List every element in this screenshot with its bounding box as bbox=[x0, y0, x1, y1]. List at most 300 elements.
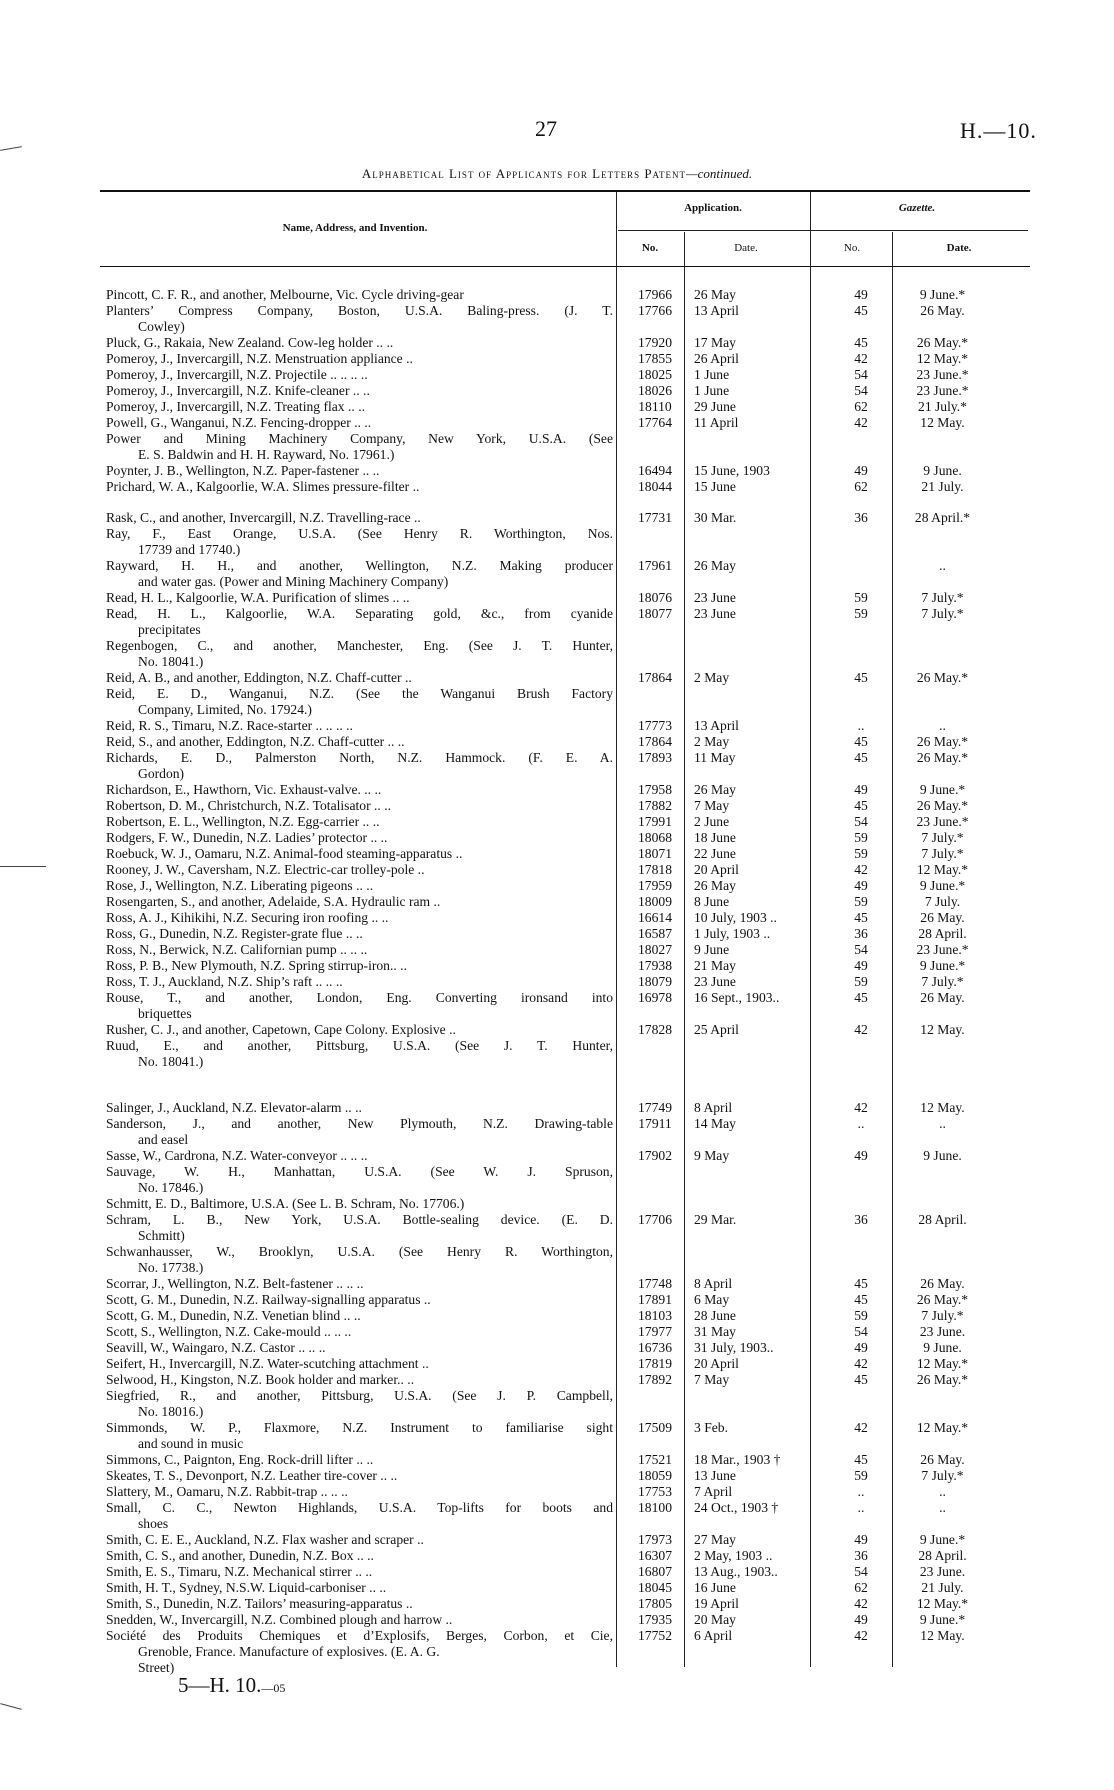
application-date: 10 July, 1903 .. bbox=[694, 910, 777, 925]
entry-name bbox=[106, 894, 613, 910]
entry-name-line: Read, H. L., Kalgoorlie, W.A. Purification of slimes .. .. bbox=[106, 590, 410, 605]
table-row bbox=[0, 686, 1114, 718]
application-number: 17805 bbox=[638, 1596, 672, 1611]
entry-name-line: Pomeroy, J., Invercargill, N.Z. Knife-cleaner .. .. bbox=[106, 383, 370, 398]
entry-name-continuation: No. 17738.) bbox=[138, 1260, 204, 1275]
table-row bbox=[0, 1468, 1114, 1484]
table-row bbox=[0, 782, 1114, 798]
entry-name bbox=[106, 1116, 613, 1148]
entry-name bbox=[106, 718, 613, 734]
entry-name-continuation: No. 18041.) bbox=[138, 654, 204, 669]
application-number: 18076 bbox=[638, 590, 672, 605]
application-date: 18 June bbox=[694, 830, 736, 845]
entry-name-line: Simmonds, W. P., Flaxmore, N.Z. Instrument to familiarise sight bbox=[106, 1420, 613, 1435]
gazette-date: 9 June.* bbox=[919, 287, 966, 302]
application-number: 17891 bbox=[638, 1292, 672, 1307]
table-row bbox=[0, 814, 1114, 830]
entry-name bbox=[106, 910, 613, 926]
gazette-date: 28 April. bbox=[918, 1548, 967, 1563]
application-date: 13 April bbox=[694, 303, 739, 318]
gazette-number: 45 bbox=[854, 1452, 868, 1467]
entry-name bbox=[106, 1196, 613, 1212]
gazette-number: 45 bbox=[854, 734, 868, 749]
table-row bbox=[0, 1388, 1114, 1420]
table-row bbox=[0, 383, 1114, 399]
gazette-date: 23 June.* bbox=[916, 367, 969, 382]
document-reference: H.—10. bbox=[960, 118, 1037, 143]
entry-name-line: Prichard, W. A., Kalgoorlie, W.A. Slimes pressure-filter .. bbox=[106, 479, 420, 494]
gazette-date: 12 May.* bbox=[916, 1596, 969, 1611]
gazette-date: 26 May. bbox=[920, 990, 965, 1005]
table-row bbox=[0, 1340, 1114, 1356]
application-date: 26 May bbox=[694, 782, 736, 797]
gazette-number: 59 bbox=[854, 830, 868, 845]
table-row bbox=[0, 590, 1114, 606]
gazette-date: 7 July. bbox=[924, 894, 961, 909]
entry-name-continuation: No. 17846.) bbox=[138, 1180, 204, 1195]
entry-name-line: Poynter, J. B., Wellington, N.Z. Paper-fastener .. .. bbox=[106, 463, 380, 478]
entry-name-line: Société des Produits Chemiques et d’Explosifs, Berges, Corbon, et Cie, bbox=[106, 1628, 613, 1643]
gazette-date: 12 May.* bbox=[916, 1356, 969, 1371]
table-row bbox=[0, 415, 1114, 431]
application-number: 17748 bbox=[638, 1276, 672, 1291]
entry-name bbox=[106, 526, 613, 558]
gazette-date: 23 June.* bbox=[916, 814, 969, 829]
gazette-date: 26 May.* bbox=[916, 670, 969, 685]
gazette-number: 49 bbox=[854, 1148, 868, 1163]
entry-name bbox=[106, 431, 613, 463]
application-number: 17828 bbox=[638, 1022, 672, 1037]
application-number: 17959 bbox=[638, 878, 672, 893]
entry-name bbox=[106, 1372, 613, 1388]
application-number: 17819 bbox=[638, 1356, 672, 1371]
entry-name-line: Skeates, T. S., Devonport, N.Z. Leather tire-cover .. .. bbox=[106, 1468, 398, 1483]
application-date: 9 June bbox=[694, 942, 730, 957]
application-date: 1 June bbox=[694, 367, 730, 382]
table-row bbox=[0, 335, 1114, 351]
gazette-number: 36 bbox=[854, 510, 868, 525]
table-row bbox=[0, 750, 1114, 782]
table-row bbox=[0, 367, 1114, 383]
entry-name bbox=[106, 750, 613, 782]
entry-name-line: Ray, F., East Orange, U.S.A. (See Henry R. Worthington, Nos. bbox=[106, 526, 613, 541]
entry-name bbox=[106, 590, 613, 606]
gazette-number: 49 bbox=[854, 782, 868, 797]
column-header-application-no: No. bbox=[641, 242, 659, 254]
application-number: 16307 bbox=[638, 1548, 672, 1563]
application-number: 16736 bbox=[638, 1340, 672, 1355]
entry-name-continuation: Grenoble, France. Manufacture of explosives. (E. A. G. bbox=[138, 1644, 440, 1659]
entry-name bbox=[106, 1612, 613, 1628]
gazette-date: 26 May. bbox=[920, 910, 965, 925]
gazette-number: 59 bbox=[854, 590, 868, 605]
entry-name-line: Power and Mining Machinery Company, New York, U.S.A. (See bbox=[106, 431, 613, 446]
table-row bbox=[0, 431, 1114, 463]
gazette-date: 12 May.* bbox=[916, 1420, 969, 1435]
entry-name bbox=[106, 1324, 613, 1340]
entry-name-continuation: shoes bbox=[138, 1516, 169, 1531]
entry-name-line: Simmons, C., Paignton, Eng. Rock-drill lifter .. .. bbox=[106, 1452, 374, 1467]
table-row bbox=[0, 479, 1114, 495]
entry-name bbox=[106, 383, 613, 399]
entry-name-line: Snedden, W., Invercargill, N.Z. Combined plough and harrow .. bbox=[106, 1612, 453, 1627]
entry-name bbox=[106, 1484, 613, 1500]
gazette-date: .. bbox=[939, 1116, 946, 1131]
entry-name-line: Rose, J., Wellington, N.Z. Liberating pigeons .. .. bbox=[106, 878, 374, 893]
gazette-date: 26 May.* bbox=[916, 798, 969, 813]
table-row bbox=[0, 1292, 1114, 1308]
table-row bbox=[0, 510, 1114, 526]
entry-name-line: Reid, A. B., and another, Eddington, N.Z. Chaff-cutter .. bbox=[106, 670, 412, 685]
table-row bbox=[0, 1100, 1114, 1116]
gazette-date: 12 May. bbox=[920, 415, 965, 430]
entry-name-line: Smith, C. S., and another, Dunedin, N.Z. Box .. .. bbox=[106, 1548, 374, 1563]
application-date: 13 Aug., 1903.. bbox=[694, 1564, 778, 1579]
entry-name-line: Robertson, D. M., Christchurch, N.Z. Totalisator .. .. bbox=[106, 798, 391, 813]
gazette-number: .. bbox=[857, 1500, 865, 1515]
entry-name-line: Ross, N., Berwick, N.Z. Californian pump .. .. .. bbox=[106, 942, 368, 957]
gazette-date: 26 May.* bbox=[916, 750, 969, 765]
gazette-number: 49 bbox=[854, 878, 868, 893]
application-date: 7 May bbox=[694, 1372, 730, 1387]
entry-name bbox=[106, 1164, 613, 1196]
entry-name bbox=[106, 798, 613, 814]
entry-name bbox=[106, 303, 613, 335]
application-number: 17935 bbox=[638, 1612, 672, 1627]
entry-name-line: Smith, C. E. E., Auckland, N.Z. Flax washer and scraper .. bbox=[106, 1532, 424, 1547]
column-header-gazette-date: Date. bbox=[946, 242, 972, 254]
title-main: Alphabetical List of Applicants for Letters Patent bbox=[361, 166, 687, 181]
entry-name-line: Regenbogen, C., and another, Manchester, Eng. (See J. T. Hunter, bbox=[106, 638, 613, 653]
entry-name bbox=[106, 974, 613, 990]
entry-name-line: Seavill, W., Waingaro, N.Z. Castor .. .. .. bbox=[106, 1340, 326, 1355]
application-date: 1 July, 1903 .. bbox=[694, 926, 771, 941]
entry-name-line: Rusher, C. J., and another, Capetown, Cape Colony. Explosive .. bbox=[106, 1022, 456, 1037]
entry-name-line: Roebuck, W. J., Oamaru, N.Z. Animal-food steaming-apparatus .. bbox=[106, 846, 463, 861]
application-date: 7 April bbox=[694, 1484, 733, 1499]
gazette-date: 9 June.* bbox=[919, 782, 966, 797]
table-row bbox=[0, 1452, 1114, 1468]
application-number: 17749 bbox=[638, 1100, 672, 1115]
gazette-number: 59 bbox=[854, 974, 868, 989]
application-date: 14 May bbox=[694, 1116, 736, 1131]
gazette-date: 26 May.* bbox=[916, 1292, 969, 1307]
table-row bbox=[0, 526, 1114, 558]
entry-name-line: Robertson, E. L., Wellington, N.Z. Egg-carrier .. .. bbox=[106, 814, 380, 829]
entry-name-line: Pincott, C. F. R., and another, Melbourne, Vic. Cycle driving-gear bbox=[106, 287, 464, 302]
entry-name bbox=[106, 510, 613, 526]
gazette-date: 26 May. bbox=[920, 1276, 965, 1291]
entry-name-line: Scott, G. M., Dunedin, N.Z. Venetian blind .. .. bbox=[106, 1308, 361, 1323]
entry-name-continuation: E. S. Baldwin and H. H. Rayward, No. 17961.) bbox=[138, 447, 395, 462]
entry-name-line: Richardson, E., Hawthorn, Vic. Exhaust-valve. .. .. bbox=[106, 782, 382, 797]
table-row bbox=[0, 1532, 1114, 1548]
entry-name bbox=[106, 479, 613, 495]
column-header-application: Application. bbox=[684, 202, 742, 214]
entry-name bbox=[106, 1468, 613, 1484]
entry-name bbox=[106, 1564, 613, 1580]
table-row bbox=[0, 830, 1114, 846]
column-header-gazette: Gazette. bbox=[898, 202, 936, 214]
entry-name-continuation: No. 18016.) bbox=[138, 1404, 204, 1419]
application-date: 26 May bbox=[694, 878, 736, 893]
table-row bbox=[0, 734, 1114, 750]
entry-name-line: Small, C. C., Newton Highlands, U.S.A. Top-lifts for boots and bbox=[106, 1500, 613, 1515]
entry-name-continuation: and easel bbox=[138, 1132, 189, 1147]
application-number: 18077 bbox=[638, 606, 672, 621]
application-date: 13 April bbox=[694, 718, 739, 733]
application-number: 17766 bbox=[638, 303, 672, 318]
application-date: 3 Feb. bbox=[694, 1420, 728, 1435]
entry-name-line: Seifert, H., Invercargill, N.Z. Water-scutching attachment .. bbox=[106, 1356, 429, 1371]
application-date: 31 May bbox=[694, 1324, 736, 1339]
gazette-date: 21 July. bbox=[921, 479, 964, 494]
gazette-date: 21 July. bbox=[921, 1580, 964, 1595]
entry-name-line: Rayward, H. H., and another, Wellington, N.Z. Making producer bbox=[106, 558, 613, 573]
entry-name bbox=[106, 1212, 613, 1244]
table-row bbox=[0, 974, 1114, 990]
table-row bbox=[0, 638, 1114, 670]
gazette-number: 45 bbox=[854, 303, 868, 318]
application-date: 15 June, 1903 bbox=[694, 463, 770, 478]
entry-name-line: Pomeroy, J., Invercargill, N.Z. Treating flax .. .. bbox=[106, 399, 365, 414]
gazette-date: 7 July.* bbox=[921, 830, 964, 845]
table-row bbox=[0, 926, 1114, 942]
gazette-date: 7 July.* bbox=[921, 590, 964, 605]
application-number: 17991 bbox=[638, 814, 672, 829]
entry-name-line: Slattery, M., Oamaru, N.Z. Rabbit-trap .. .. .. bbox=[106, 1484, 348, 1499]
entry-name-continuation: and water gas. (Power and Mining Machinery Company) bbox=[138, 574, 449, 589]
application-date: 29 Mar. bbox=[694, 1212, 737, 1227]
table-row bbox=[0, 558, 1114, 590]
entry-name-line: Salinger, J., Auckland, N.Z. Elevator-alarm .. .. bbox=[106, 1100, 362, 1115]
table-row bbox=[0, 1022, 1114, 1038]
application-number: 17938 bbox=[638, 958, 672, 973]
application-date: 11 May bbox=[694, 750, 736, 765]
application-number: 18100 bbox=[638, 1500, 672, 1515]
table-row bbox=[0, 287, 1114, 303]
application-number: 17818 bbox=[638, 862, 672, 877]
gazette-date: .. bbox=[939, 1500, 946, 1515]
gazette-number: 49 bbox=[854, 1532, 868, 1547]
entry-name-continuation: briquettes bbox=[138, 1006, 192, 1021]
application-number: 17966 bbox=[638, 287, 672, 302]
gazette-date: 12 May.* bbox=[916, 351, 969, 366]
entry-name bbox=[106, 830, 613, 846]
application-number: 16807 bbox=[638, 1564, 672, 1579]
entry-name-line: Smith, S., Dunedin, N.Z. Tailors’ measuring-apparatus .. bbox=[106, 1596, 413, 1611]
gazette-date: 9 June.* bbox=[919, 958, 966, 973]
table-row bbox=[0, 1420, 1114, 1452]
table-row bbox=[0, 1164, 1114, 1196]
table-row bbox=[0, 958, 1114, 974]
gazette-number: 42 bbox=[854, 1420, 868, 1435]
entry-name bbox=[106, 670, 613, 686]
entry-name-continuation: precipitates bbox=[138, 622, 201, 637]
gazette-date: 26 May. bbox=[920, 303, 965, 318]
entry-name bbox=[106, 351, 613, 367]
application-number: 18059 bbox=[638, 1468, 672, 1483]
gazette-number: 45 bbox=[854, 670, 868, 685]
entry-name bbox=[106, 1038, 613, 1070]
column-header-gazette-no: No. bbox=[843, 242, 861, 254]
gazette-number: 42 bbox=[854, 1356, 868, 1371]
application-number: 17893 bbox=[638, 750, 672, 765]
entry-name bbox=[106, 1628, 613, 1676]
table-row bbox=[0, 1244, 1114, 1276]
table-row bbox=[0, 1548, 1114, 1564]
gazette-number: 42 bbox=[854, 415, 868, 430]
entry-name-line: Rask, C., and another, Invercargill, N.Z. Travelling-race .. bbox=[106, 510, 421, 525]
application-date: 2 May, 1903 .. bbox=[694, 1548, 773, 1563]
application-date: 1 June bbox=[694, 383, 730, 398]
application-number: 17773 bbox=[638, 718, 672, 733]
application-date: 2 June bbox=[694, 814, 730, 829]
application-number: 16614 bbox=[638, 910, 672, 925]
entry-name-line: Scorrar, J., Wellington, N.Z. Belt-fastener .. .. .. bbox=[106, 1276, 364, 1291]
gazette-number: 42 bbox=[854, 1100, 868, 1115]
table-row bbox=[0, 878, 1114, 894]
entry-name-line: Smith, H. T., Sydney, N.S.W. Liquid-carboniser .. .. bbox=[106, 1580, 387, 1595]
entry-name bbox=[106, 1500, 613, 1532]
subheader-rule bbox=[618, 230, 1028, 231]
gazette-number: 59 bbox=[854, 1468, 868, 1483]
application-number: 18044 bbox=[638, 479, 672, 494]
entry-name-line: Pomeroy, J., Invercargill, N.Z. Projectile .. .. .. .. bbox=[106, 367, 368, 382]
application-number: 17753 bbox=[638, 1484, 672, 1499]
entry-name-continuation: No. 18041.) bbox=[138, 1054, 204, 1069]
gazette-date: 23 June. bbox=[919, 1564, 966, 1579]
application-number: 17892 bbox=[638, 1372, 672, 1387]
entry-name bbox=[106, 958, 613, 974]
application-date: 26 May bbox=[694, 558, 736, 573]
table-row bbox=[0, 1372, 1114, 1388]
application-date: 8 June bbox=[694, 894, 730, 909]
table-row bbox=[0, 846, 1114, 862]
page-title bbox=[0, 166, 1114, 182]
gazette-number: 49 bbox=[854, 958, 868, 973]
gazette-date: 7 July.* bbox=[921, 846, 964, 861]
column-header-application-date: Date. bbox=[734, 242, 758, 254]
column-header-name: Name, Address, and Invention. bbox=[282, 222, 428, 234]
entry-name bbox=[106, 463, 613, 479]
table-row bbox=[0, 894, 1114, 910]
entry-name bbox=[106, 1532, 613, 1548]
application-date: 8 April bbox=[694, 1276, 733, 1291]
application-number: 17911 bbox=[638, 1116, 672, 1131]
application-date: 30 Mar. bbox=[694, 510, 737, 525]
gazette-date: .. bbox=[939, 718, 946, 733]
application-number: 17961 bbox=[638, 558, 672, 573]
entry-name bbox=[106, 926, 613, 942]
application-number: 17509 bbox=[638, 1420, 672, 1435]
gazette-number: 62 bbox=[854, 1580, 868, 1595]
gazette-number: 42 bbox=[854, 1022, 868, 1037]
entry-name bbox=[106, 367, 613, 383]
gazette-number: 36 bbox=[854, 1212, 868, 1227]
entry-name-line: Ross, A. J., Kihikihi, N.Z. Securing iron roofing .. .. bbox=[106, 910, 389, 925]
entry-name bbox=[106, 878, 613, 894]
entry-name-line: Reid, S., and another, Eddington, N.Z. Chaff-cutter .. .. bbox=[106, 734, 405, 749]
table-row bbox=[0, 606, 1114, 638]
entry-name bbox=[106, 846, 613, 862]
gazette-date: 7 July.* bbox=[921, 974, 964, 989]
entry-name bbox=[106, 1100, 613, 1116]
gazette-date: 26 May. bbox=[920, 1452, 965, 1467]
table-row bbox=[0, 1580, 1114, 1596]
entry-name bbox=[106, 399, 613, 415]
entry-name bbox=[106, 1340, 613, 1356]
entry-name-continuation: Schmitt) bbox=[138, 1228, 185, 1243]
table-row bbox=[0, 718, 1114, 734]
gazette-date: 12 May.* bbox=[916, 862, 969, 877]
entry-name bbox=[106, 942, 613, 958]
gazette-date: 7 July.* bbox=[921, 1308, 964, 1323]
gazette-date: 12 May. bbox=[920, 1022, 965, 1037]
application-number: 18079 bbox=[638, 974, 672, 989]
table-row bbox=[0, 1484, 1114, 1500]
application-number: 16978 bbox=[638, 990, 672, 1005]
table-row bbox=[0, 1564, 1114, 1580]
entry-name bbox=[106, 1244, 613, 1276]
entry-name bbox=[106, 1548, 613, 1564]
entry-name bbox=[106, 1356, 613, 1372]
gazette-number: 45 bbox=[854, 335, 868, 350]
gazette-date: 12 May. bbox=[920, 1100, 965, 1115]
entry-name-line: Ross, P. B., New Plymouth, N.Z. Spring stirrup-iron.. .. bbox=[106, 958, 407, 973]
entry-name-line: Powell, G., Wanganui, N.Z. Fencing-dropper .. .. bbox=[106, 415, 372, 430]
entry-name-line: Scott, S., Wellington, N.Z. Cake-mould .. .. .. bbox=[106, 1324, 352, 1339]
application-number: 17764 bbox=[638, 415, 672, 430]
application-date: 29 June bbox=[694, 399, 736, 414]
table-row bbox=[0, 1276, 1114, 1292]
entry-name-line: Schram, L. B., New York, U.S.A. Bottle-sealing device. (E. D. bbox=[106, 1212, 613, 1227]
table-row bbox=[0, 1324, 1114, 1340]
gazette-date: 23 June.* bbox=[916, 383, 969, 398]
application-number: 18045 bbox=[638, 1580, 672, 1595]
entry-name-line: Sasse, W., Cardrona, N.Z. Water-conveyor .. .. .. bbox=[106, 1148, 368, 1163]
table-row bbox=[0, 1196, 1114, 1212]
entry-name bbox=[106, 1596, 613, 1612]
gazette-date: 26 May.* bbox=[916, 335, 969, 350]
table-row bbox=[0, 1500, 1114, 1532]
entry-name-line: Ross, G., Dunedin, N.Z. Register-grate flue .. .. bbox=[106, 926, 363, 941]
gazette-number: 62 bbox=[854, 399, 868, 414]
application-number: 17958 bbox=[638, 782, 672, 797]
application-number: 18009 bbox=[638, 894, 672, 909]
table-row bbox=[0, 303, 1114, 335]
gazette-number: 59 bbox=[854, 606, 868, 621]
gazette-number: 59 bbox=[854, 1308, 868, 1323]
gazette-date: 26 May.* bbox=[916, 734, 969, 749]
application-date: 9 May bbox=[694, 1148, 730, 1163]
entry-name bbox=[106, 335, 613, 351]
gazette-date: 9 June.* bbox=[919, 878, 966, 893]
application-number: 17752 bbox=[638, 1628, 672, 1643]
entry-name-line: Ross, T. J., Auckland, N.Z. Ship’s raft .. .. .. bbox=[106, 974, 343, 989]
table-row bbox=[0, 463, 1114, 479]
entry-name bbox=[106, 606, 613, 638]
entry-name-continuation: Company, Limited, No. 17924.) bbox=[138, 702, 312, 717]
application-date: 2 May bbox=[694, 734, 730, 749]
entry-name bbox=[106, 686, 613, 718]
gazette-number: 54 bbox=[854, 383, 868, 398]
gazette-date: .. bbox=[939, 558, 946, 573]
table-row bbox=[0, 1212, 1114, 1244]
entry-name bbox=[106, 1022, 613, 1038]
entry-name bbox=[106, 1580, 613, 1596]
entry-name bbox=[106, 862, 613, 878]
